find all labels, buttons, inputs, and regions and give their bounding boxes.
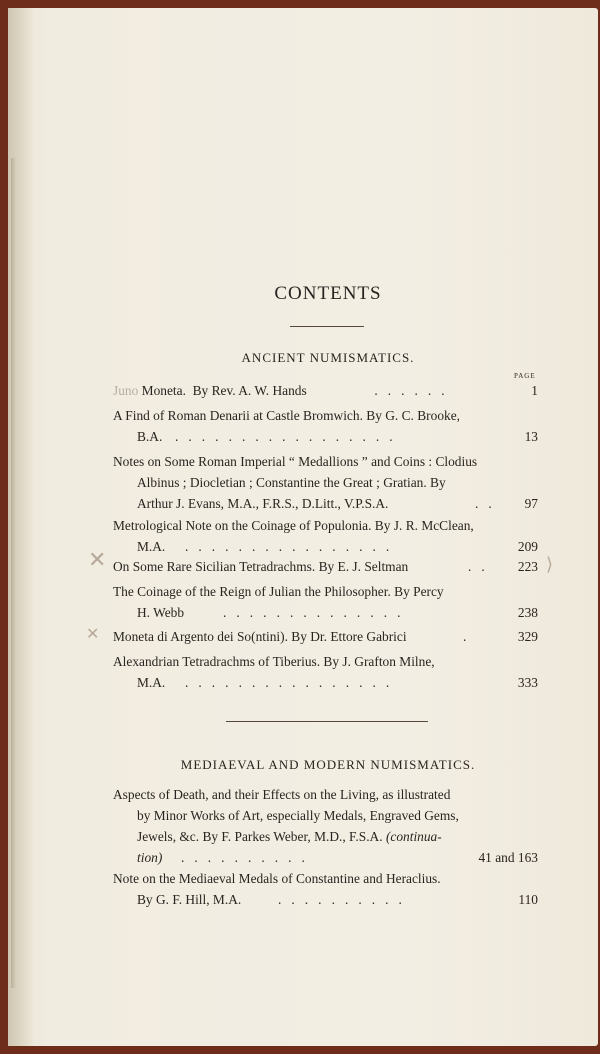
entry-line: Alexandrian Tetradrachms of Tiberius. By J. Grafton Milne, [113,654,435,669]
entry-page: 209 [517,539,538,554]
section-rule [226,721,428,722]
entry-page: 1 [531,383,538,398]
toc-entry[interactable] [113,581,538,623]
entry-line: Jewels, &c. By F. Parkes Weber, M.D., F.S.A. [137,829,383,844]
toc-entry[interactable] [113,405,538,447]
entry-page: 329 [517,629,538,644]
entry-page: 41 and 163 [478,850,538,865]
entry-page: 223 [517,559,538,574]
entry-leader: . [463,629,467,644]
entry-line: Moneta di Argento dei So(ntini). By Dr. Ettore Gabrici [113,629,407,644]
entry-line: by Minor Works of Art, especially Medals, Engraved Gems, [137,808,459,823]
entry-leader: . . . . . . . . . . . . . . . . . [175,429,393,444]
entry-page: 97 [524,496,538,511]
pencil-tick-mark-icon: ⟩ [546,554,554,575]
entry-leader: . . . . . . [371,383,445,398]
entry-page: 333 [517,675,538,690]
entry-line: M.A. [137,675,166,690]
section-heading-ancient: ANCIENT NUMISMATICS. [241,350,415,365]
toc-entry[interactable] [113,556,538,577]
entry-line: A Find of Roman Denarii at Castle Bromwich. By G. C. Brooke, [113,408,461,423]
entry-text: Moneta. By Rev. A. W. Hands [141,383,307,398]
contents-title: CONTENTS [274,283,382,304]
entry-leader: . . . . . . . . . . [181,850,305,865]
toc-entry[interactable] [113,515,538,557]
entry-text-faded: Juno [113,383,139,398]
entry-line-italic: (continua- [385,829,442,844]
entry-line: Albinus ; Diocletian ; Constantine the Great ; Gratian. By [137,475,446,490]
entry-line: Arthur J. Evans, M.A., F.R.S., D.Litt., V.P.S.A. [137,496,389,511]
toc-entry[interactable] [113,651,538,693]
entry-line: Note on the Mediaeval Medals of Constantine and Heraclius. [113,871,441,886]
entry-leader: . . . . . . . . . . . . . . . . [185,675,390,690]
entry-line: Aspects of Death, and their Effects on the Living, as illustrated [113,787,451,802]
title-rule [290,326,364,327]
entry-line: H. Webb [137,605,185,620]
section-heading-mediaeval: MEDIAEVAL AND MODERN NUMISMATICS. [180,757,476,772]
entry-leader: . . [468,559,485,574]
entry-page: 110 [518,892,538,907]
entry-line: By G. F. Hill, M.A. [137,892,242,907]
entry-line-italic: tion) [137,850,163,865]
entry-leader: . . . . . . . . . . . . . . [223,605,401,620]
toc-entry[interactable] [113,868,538,910]
entry-line: B.A. [137,429,163,444]
entry-line: M.A. [137,539,166,554]
entry-line: Metrological Note on the Coinage of Populonia. By J. R. McClean, [113,518,474,533]
page-column-label: PAGE [514,372,536,380]
entry-leader: . . [475,496,492,511]
toc-entry[interactable] [113,451,538,514]
entry-page: 238 [517,605,538,620]
toc-entry[interactable] [113,784,538,868]
entry-line: On Some Rare Sicilian Tetradrachms. By E. J. Seltman [113,559,409,574]
entry-line: The Coinage of the Reign of Julian the Philosopher. By Percy [113,584,444,599]
toc-entry[interactable] [113,380,538,401]
pencil-cross-mark-icon: ✕ [86,624,100,643]
toc-entry[interactable] [113,626,538,647]
pencil-cross-mark-icon: ✕ [88,548,107,573]
entry-page: 13 [524,429,538,444]
entry-leader: . . . . . . . . . . [278,892,402,907]
entry-leader: . . . . . . . . . . . . . . . . [185,539,390,554]
entry-line: Notes on Some Roman Imperial “ Medallions ” and Coins : Clodius [113,454,478,469]
